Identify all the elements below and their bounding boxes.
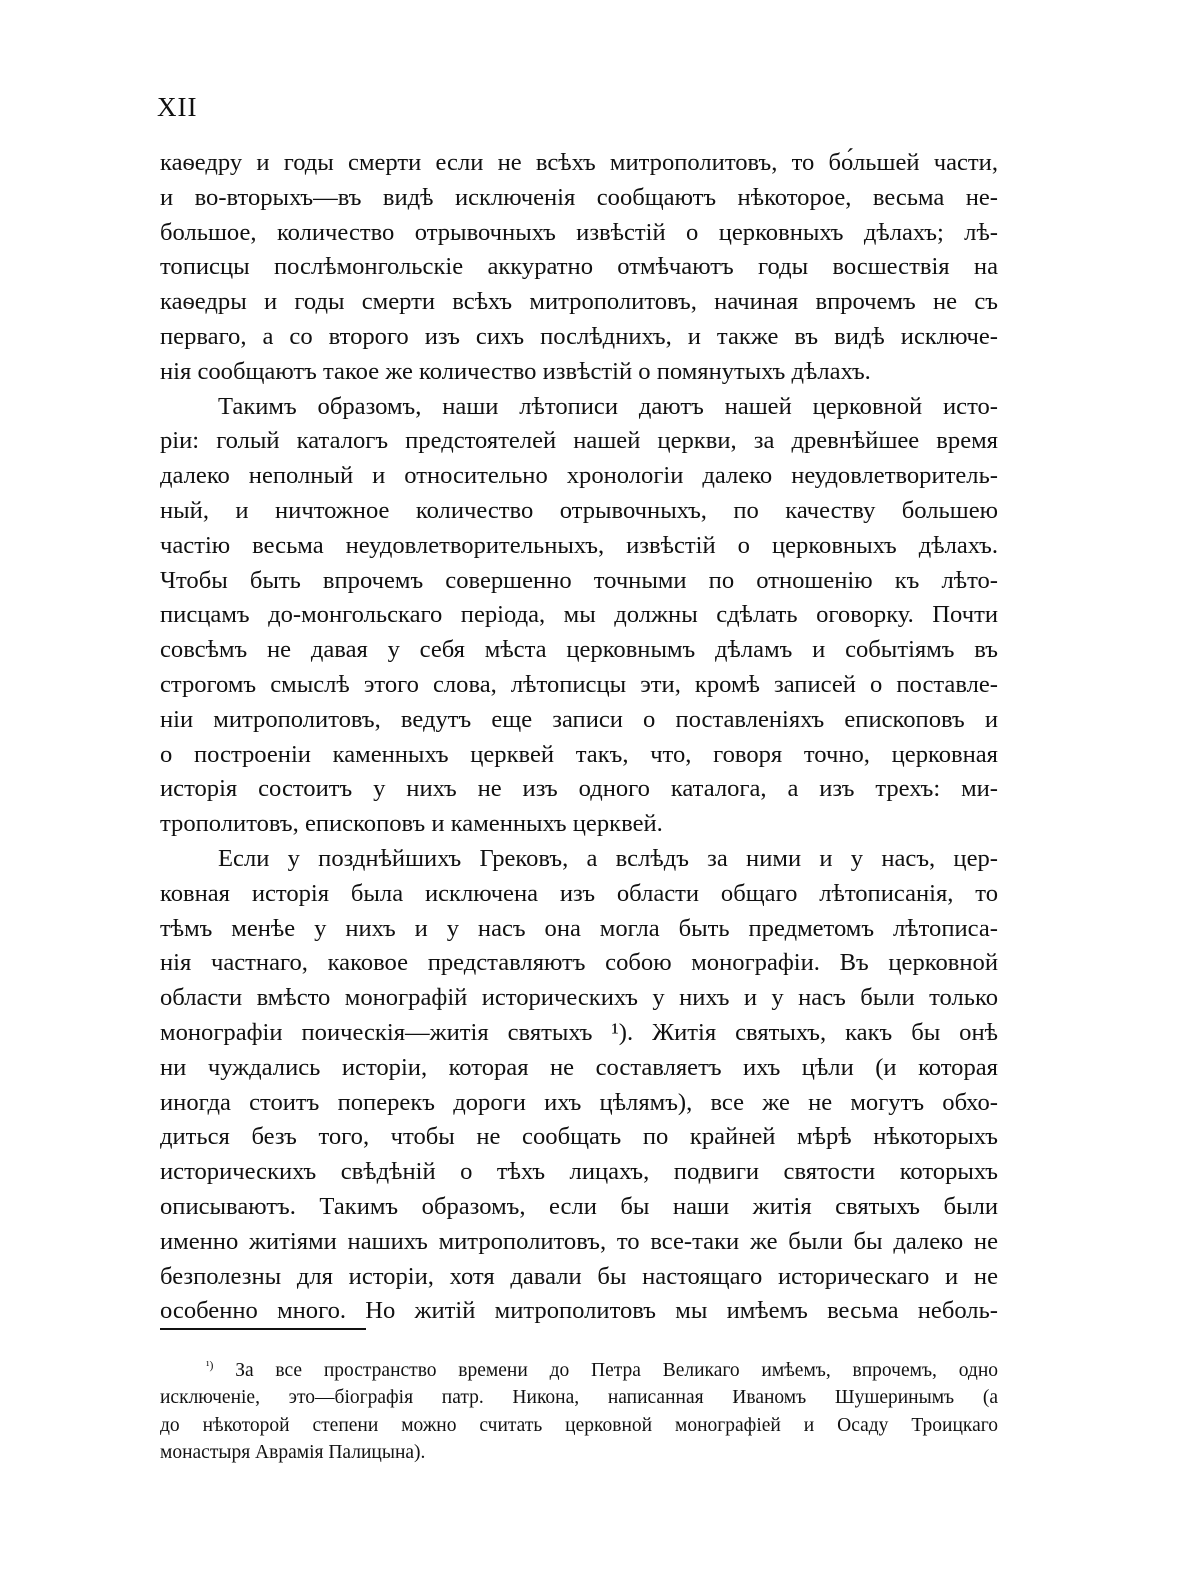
- footnote-text: За все пространство времени до Петра Великаго имѣемъ, впрочемъ, одно: [235, 1360, 998, 1381]
- text-line: Такимъ образомъ, наши лѣтописи даютъ нашей церковной исто-: [218, 392, 998, 420]
- text-line: Чтобы быть впрочемъ совершенно точными по отношенію къ лѣто-: [160, 566, 998, 594]
- text-line: совсѣмъ не давая у себя мѣста церковнымъ дѣламъ и событіямъ въ: [160, 636, 998, 664]
- text-line: строгомъ смыслѣ этого слова, лѣтописцы эти, кромѣ записей о поставле-: [160, 670, 998, 698]
- footnote-line: исключеніе, это—біографія патр. Никона, написанная Иваномъ Шушеринымъ (а: [160, 1387, 998, 1409]
- text-line: большое, количество отрывочныхъ извѣстій о церковныхъ дѣлахъ; лѣ-: [160, 218, 998, 246]
- text-line: и во-вторыхъ—въ видѣ исключенія сообщаютъ нѣкоторое, весьма не-: [160, 183, 998, 211]
- text-line: монографіи поическія—житія святыхъ ¹). Житія святыхъ, какъ бы онѣ: [160, 1018, 998, 1046]
- text-line: ніи митрополитовъ, ведутъ еще записи о поставленіяхъ епископовъ и: [160, 705, 998, 733]
- footnote-line: монастыря Аврамія Палицына).: [160, 1442, 426, 1464]
- text-line: исторія состоитъ у нихъ не изъ одного каталога, а изъ трехъ: ми-: [160, 775, 998, 803]
- body-text: [160, 146, 998, 1329]
- paragraph-2: [160, 390, 998, 842]
- paragraph-3: [160, 842, 998, 1329]
- text-line: области вмѣсто монографій историческихъ у нихъ и у насъ были только: [160, 984, 998, 1012]
- text-line: трополитовъ, епископовъ и каменныхъ церквей.: [160, 810, 663, 838]
- text-line: Если у позднѣйшихъ Грековъ, а вслѣдъ за ними и у насъ, цер-: [218, 844, 998, 872]
- text-line: особенно много. Но житій митрополитовъ мы имѣемъ весьма неболь-: [160, 1297, 998, 1325]
- footnote-line: [160, 1357, 998, 1384]
- text-line: перваго, а со второго изъ сихъ послѣднихъ, и также въ видѣ исключе-: [160, 322, 998, 350]
- footnote-divider: [160, 1328, 366, 1330]
- text-line: именно житіями нашихъ митрополитовъ, то все-таки же были бы далеко не: [160, 1227, 998, 1255]
- text-line: далеко неполный и относительно хронологіи далеко неудовлетворитель-: [160, 462, 998, 490]
- text-line: каѳедру и годы смерти если не всѣхъ митрополитовъ, то бо́льшей части,: [160, 149, 998, 176]
- text-line: тѣмъ менѣе у нихъ и у насъ она могла быть предметомъ лѣтописа-: [160, 914, 998, 942]
- text-line: описываютъ. Такимъ образомъ, если бы наши житія святыхъ были: [160, 1192, 998, 1220]
- text-line: иногда стоитъ поперекъ дороги ихъ цѣлямъ), все же не могутъ обхо-: [160, 1088, 998, 1116]
- text-line: частію весьма неудовлетворительныхъ, извѣстій о церковныхъ дѣлахъ.: [160, 531, 998, 559]
- text-line: нія частнаго, каковое представляютъ собою монографіи. Въ церковной: [160, 949, 998, 977]
- text-line: ковная исторія была исключена изъ области общаго лѣтописанія, то: [160, 879, 998, 907]
- text-line: ный, и ничтожное количество отрывочныхъ, по качеству большею: [160, 496, 998, 524]
- text-line: диться безъ того, чтобы не сообщать по крайней мѣрѣ нѣкоторыхъ: [160, 1123, 998, 1151]
- text-line: писцамъ до-монгольскаго періода, мы должны сдѣлать оговорку. Почти: [160, 601, 998, 629]
- text-line: историческихъ свѣдѣній о тѣхъ лицахъ, подвиги святости которыхъ: [160, 1158, 998, 1186]
- paragraph-1: [160, 146, 998, 390]
- text-line: о построеніи каменныхъ церквей такъ, что, говоря точно, церковная: [160, 740, 998, 768]
- text-line: нія сообщаютъ такое же количество извѣстій о помянутыхъ дѣлахъ.: [160, 357, 871, 385]
- footnote-marker: ¹): [206, 1358, 214, 1372]
- text-line: ріи: голый каталогъ предстоятелей нашей церкви, за древнѣйшее время: [160, 427, 998, 455]
- text-line: тописцы послѣмонгольскіе аккуратно отмѣчаютъ годы восшествія на: [160, 253, 998, 281]
- footnote-line: до нѣкоторой степени можно считать церковной монографіей и Осаду Троицкаго: [160, 1414, 998, 1436]
- footnote: [160, 1357, 998, 1467]
- text-line: безполезны для исторіи, хотя давали бы настоящаго историческаго и не: [160, 1262, 998, 1290]
- text-line: ни чуждались исторіи, которая не составляетъ ихъ цѣли (и которая: [160, 1053, 998, 1081]
- text-line: каѳедры и годы смерти всѣхъ митрополитовъ, начиная впрочемъ не съ: [160, 288, 998, 316]
- page-number: XII: [157, 92, 198, 122]
